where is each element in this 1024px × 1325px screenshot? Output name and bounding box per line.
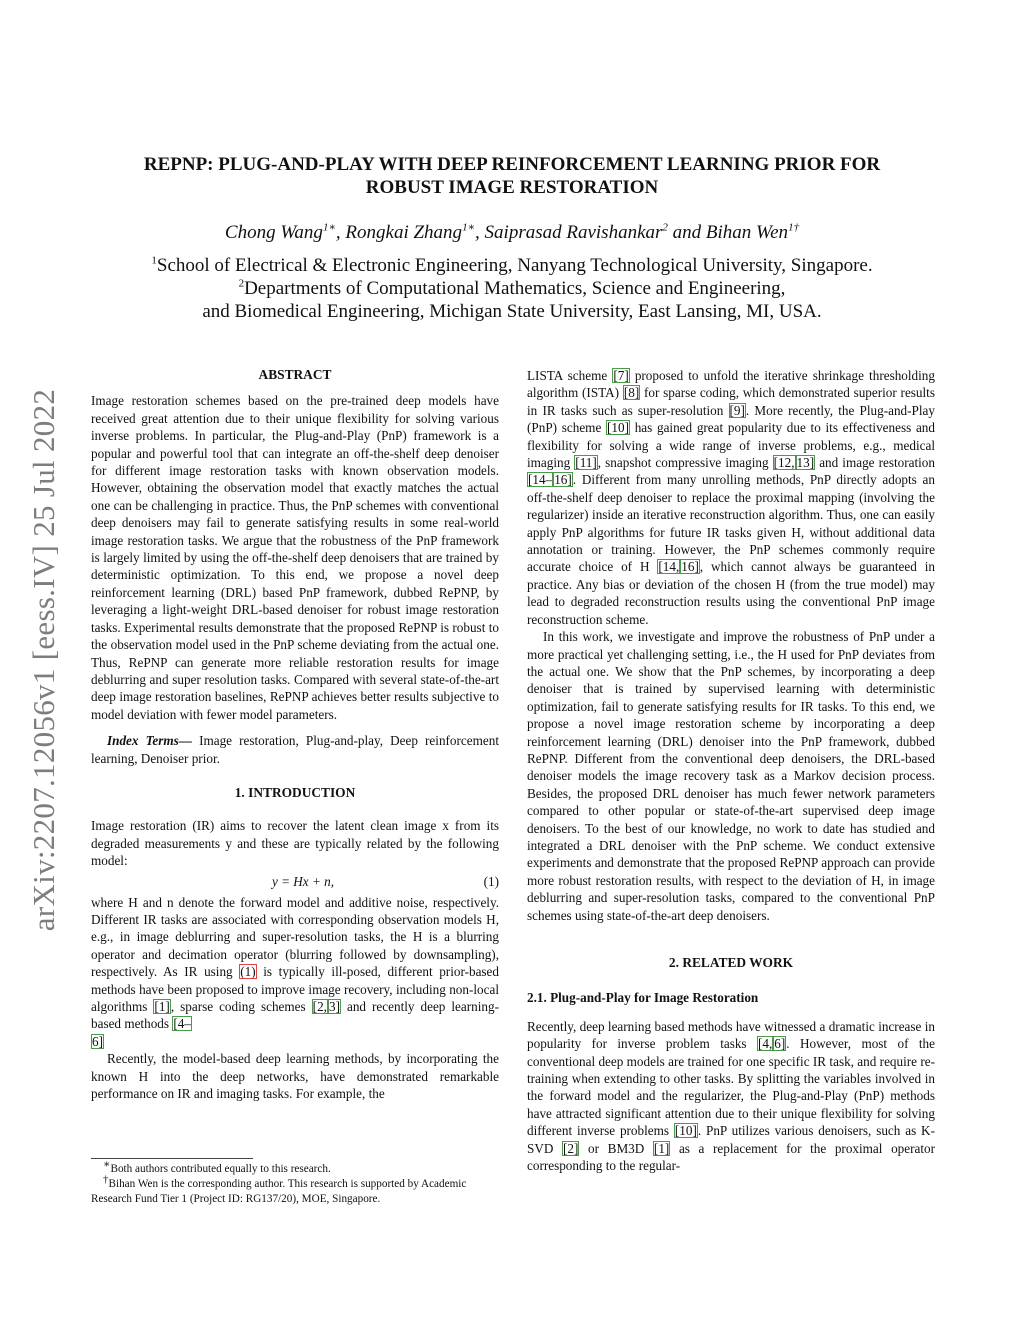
abstract-text: Image restoration schemes based on the pre-trained deep models have received great attention due to their unique flexibility for solving various inverse problems. In particular, the Plug-and-Play (PnP) framework is a popular and powerful tool that can integrate an off-the-shelf deep denoiser for different image restoration tasks with known observation models. However, obtaining the observation model that exactly matches the actual one can be challenging in practice. Thus, the PnP schemes with conventional deep denoisers may fail to generate satisfying results in some real-world image restoration tasks. We argue that the robustness of the PnP framework is largely limited by using the off-the-shelf deep denoisers that are trained by deterministic optimization. To this end, we propose a novel deep reinforcement learning (DRL) based PnP framework, dubbed RePNP, by leveraging a light-weight DRL-based denoiser for robust image restoration tasks. Experimental results demonstrate that the proposed RePNP is robust to the observation model used in the PnP scheme deviating from the actual one. Thus, RePNP can generate more reliable restoration results for image deblurring and super resolution tasks. Compared with several state-of-the-art deep image restoration baselines, RePNP achieves better results subjective to model deviation with fewer model parameters. <box>91 393 499 722</box>
citation-link[interactable]: 6] <box>92 1033 103 1049</box>
citation-link[interactable]: [7] <box>613 368 629 383</box>
equation-ref-link[interactable]: (1) <box>240 964 256 980</box>
text-run: proposed to unfold the iterative shrinkage thresholding algorithm (ISTA) <box>527 368 935 401</box>
text-run: for sparse coding, which demonstrated superior results in IR tasks such as super-resolution <box>527 385 935 418</box>
intro-paragraph-1: Image restoration (IR) aims to recover the latent clean image x from its degraded measurements y and these are typically related by the following model: <box>91 818 499 869</box>
intro-paragraph-2 <box>91 894 499 1051</box>
arxiv-stamp <box>14 360 74 960</box>
citation-link[interactable]: [12, <box>773 455 795 471</box>
affiliation-text: School of Electrical & Electronic Engineering, Nanyang Technological University, Singapore. <box>156 255 873 276</box>
citation-link[interactable]: 6] <box>774 1036 786 1052</box>
author-name: Chong Wang <box>224 222 323 243</box>
subsection-heading: 2.1. Plug-and-Play for Image Restoration <box>527 990 759 1006</box>
citation-link[interactable]: 16] <box>681 559 699 575</box>
citation-link[interactable]: [10] <box>674 1123 697 1139</box>
author-and: and <box>667 222 706 243</box>
citation-link[interactable]: 13] <box>796 455 815 471</box>
affiliations <box>90 254 934 323</box>
author-name: Bihan Wen <box>705 222 789 243</box>
footnote-text: Both authors contributed equally to this research. <box>110 1163 331 1175</box>
affiliation-sup: 1 <box>151 254 157 267</box>
citation-link[interactable]: [8] <box>623 385 640 401</box>
footnote-mark: ∗ <box>103 1158 111 1171</box>
author-name: Rongkai Zhang <box>345 222 463 243</box>
affiliation-text: Departments of Computational Mathematics, Science and Engineering, <box>244 278 786 299</box>
text-run: or BM3D <box>579 1140 653 1156</box>
text-run: , which cannot always be guaranteed in practice. Any bias or deviation of the chosen H (from the true model) may lead to degraded reconstruction results using the conventional PnP image reconstruction scheme. <box>527 559 935 627</box>
footnote-1 <box>91 1158 499 1177</box>
citation-link[interactable]: [2, <box>312 999 327 1014</box>
author-name: Saiprasad Ravishankar <box>484 222 663 243</box>
index-terms <box>91 732 499 767</box>
text-run: . More recently, the Plug-and-Play (PnP) scheme <box>527 402 935 436</box>
equation-number: (1) <box>483 873 499 889</box>
text-run: and image restoration <box>815 455 935 471</box>
author-sup: 1∗ <box>322 221 336 234</box>
author-list <box>90 221 934 245</box>
equation-body: y = Hx + n, <box>271 873 335 889</box>
abstract-heading: ABSTRACT <box>258 367 332 382</box>
related-work-heading: 2. RELATED WORK <box>668 955 794 970</box>
index-terms-label: Index Terms— <box>107 733 192 749</box>
author-sup: 1† <box>788 221 800 234</box>
text-run: is typically ill-posed, different prior-based methods have been proposed to improve image recovery, including non-local algorithms <box>91 964 500 1014</box>
affiliation-3: and Biomedical Engineering, Michigan State University, East Lansing, MI, USA. <box>202 301 822 322</box>
equation-1 <box>91 872 499 892</box>
text-run: , snapshot compressive imaging <box>597 455 773 471</box>
text-run: . Different from many unrolling methods, PnP directly adopts an off-the-shelf deep denoiser to replace the proximal mapping (involving the regularizer) inside an iterative reconstruction algorithm. Thus, one can easily apply PnP algorithms for future IR tasks given H, without additional data annotation or training. However, the PnP schemes commonly require accurate choice of H <box>527 472 935 575</box>
text-run: , sparse coding schemes <box>170 999 312 1014</box>
citation-link[interactable]: [2] <box>563 1140 579 1156</box>
intro-heading: 1. INTRODUCTION <box>234 784 356 800</box>
author-separator: , <box>335 222 346 243</box>
affiliation-1 <box>90 254 934 277</box>
index-terms-text: Image restoration, Plug-and-play, Deep reinforcement learning, Denoiser prior. <box>91 733 499 766</box>
text-run: . However, most of the conventional deep models are trained for one specific IR task, and require re-training when extending to other tasks. By splitting the variables involved in the forward model and the regularizer, the Plug-and-Play (PnP) methods have attracted significant attention due to their unique flexibility for solving different inverse problems <box>527 1036 935 1139</box>
text-run: . PnP utilizes various denoisers, such as K-SVD <box>527 1123 935 1156</box>
title-line-1: REPNP: PLUG-AND-PLAY WITH DEEP REINFORCEMENT LEARNING PRIOR FOR <box>143 154 881 175</box>
text-run: Recently, deep learning based methods have witnessed a dramatic increase in popularity for inverse problem tasks <box>527 1018 935 1052</box>
author-separator: , <box>475 222 485 243</box>
citation-link[interactable]: [4, <box>757 1036 773 1052</box>
affiliation-2 <box>90 277 934 300</box>
author-sup: 1∗ <box>462 221 476 234</box>
right-paragraph-2: In this work, we investigate and improve the robustness of PnP under a more practical yet challenging setting, i.e., the H used for PnP deviates from the actual one. We show that the PnP schemes, by incorporating a deep denoiser that is trained by supervised learning with deterministic optimization, fail to generate satisfying results for IR tasks. To this end, we propose a novel image restoration scheme by incorporating a deep reinforcement learning (DRL) denoiser into the PnP framework, dubbed RePNP. Different from the conventional deep denoisers, the DRL-based denoiser models the image recovery task as a Markov decision process. Besides, the proposed DRL denoiser has much fewer network parameters compared to other popular or state-of-the-art supervised deep image denoisers. To the best of our knowledge, no work to date has studied and integrated a DRL denoiser with the PnP scheme. We conduct extensive experiments and demonstrate that the proposed RePNP approach can provide more robust restoration results, with respect to the deviation of H, in image deblurring and super-resolution tasks, compared to the conventional PnP schemes using state-of-the-art deep denoisers. <box>527 629 935 923</box>
intro-paragraph-3: Recently, the model-based deep learning methods, by incorporating the known H into the deep networks, have demonstrated remarkable performance on IR and imaging tasks. For example, the <box>91 1051 499 1102</box>
text-run: where H and n denote the forward model and additive noise, respectively. Different IR tasks are associated with corresponding observation models H, e.g., in image deblurring and super-resolution tasks, the H is a blurring operator and decimation operator (blurring followed by downsampling), respectively. As IR using <box>91 894 499 980</box>
citation-link[interactable]: [1] <box>653 1140 670 1156</box>
citation-link[interactable]: [10] <box>607 420 629 436</box>
citation-link[interactable]: [11] <box>575 455 597 471</box>
text-run: and recently deep learning-based methods <box>91 999 499 1032</box>
paper-title <box>90 153 934 199</box>
citation-link[interactable]: [14, <box>658 559 680 575</box>
right-paragraph-3 <box>527 1018 935 1175</box>
title-line-2: ROBUST IMAGE RESTORATION <box>365 177 659 198</box>
citation-link[interactable]: [14– <box>528 472 553 488</box>
citation-link[interactable]: [1] <box>154 999 170 1014</box>
right-paragraph-1 <box>527 367 935 628</box>
citation-link[interactable]: 3] <box>328 999 340 1014</box>
right-column <box>527 367 935 1174</box>
footnote-2 <box>91 1173 499 1207</box>
citation-link[interactable]: [4– <box>173 1016 191 1032</box>
footnote-text: Bihan Wen is the corresponding author. This research is supported by Academic Research Fund Tier 1 (Project ID: RG137/20), MOE, Singapore. <box>91 1178 467 1205</box>
left-column <box>91 366 499 1102</box>
author-sup: 2 <box>662 221 668 234</box>
footnote-rule <box>91 1158 253 1159</box>
text-run: LISTA scheme <box>527 368 613 383</box>
citation-link[interactable]: 16] <box>554 472 572 488</box>
citation-link[interactable]: [9] <box>729 402 745 418</box>
affiliation-sup: 2 <box>238 277 245 290</box>
footnotes <box>91 1158 499 1207</box>
footnote-mark: † <box>103 1173 109 1186</box>
arxiv-stamp-text: arXiv:2207.12056v1 [eess.IV] 25 Jul 2022 <box>26 388 61 932</box>
text-run: as a replacement for the proximal operator corresponding to the regular- <box>527 1140 936 1174</box>
text-run: has gained great popularity due to its effectiveness and flexibility for solving a wide range of inverse problems, e.g., medical imaging <box>527 420 935 471</box>
